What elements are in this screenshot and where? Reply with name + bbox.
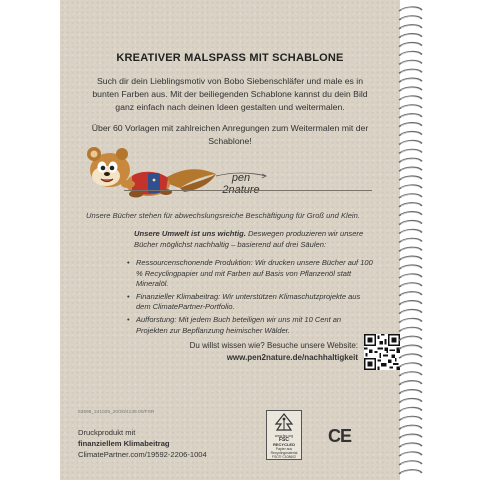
bullet-icon: •	[127, 258, 130, 267]
fsc-tree-icon	[272, 413, 296, 433]
sustainability-pillars-list	[127, 258, 373, 338]
list-item: • Finanzieller Klimabeitrag: Wir unterstützen Klimaschutzprojekte aus dem ClimatePartner-Portfolio.	[127, 291, 361, 312]
description-paragraph: Such dir dein Lieblingsmotiv von Bobo Siebenschläfer und male es in bunten Farben aus. Mit der beiliegenden Schablone kannst du dein Bild ganz einfach nach deinen Ideen gestalten und weitermalen.	[92, 76, 368, 112]
bullet-icon: •	[127, 291, 130, 301]
logo-line-2: 2nature	[222, 184, 260, 196]
intro-text: Unsere Bücher stehen für abwechslungsreiche Beschäftigung für Groß und Klein.	[86, 211, 360, 220]
environment-bold: Unsere Umwelt ist uns wichtig.	[134, 229, 246, 238]
fsc-url: www.fsc.org	[274, 434, 294, 438]
environment-text	[134, 228, 370, 250]
divider-line	[124, 190, 372, 191]
footer-line-2: finanziellem Klimabeitrag	[78, 439, 170, 448]
logo-swoosh-icon	[210, 172, 272, 206]
qr-code-icon[interactable]	[364, 334, 400, 370]
footer-line-1: Druckprodukt mit	[78, 428, 136, 437]
page-heading: KREATIVER MALSPASS MIT SCHABLONE	[116, 52, 344, 64]
fsc-subtitle: Papier aus Recyclingmaterial	[270, 447, 298, 455]
list-item: • Aufforstung: Mit jedem Buch beteiligen wir uns mit 10 Cent an Projekten zur Bepflanzung heimischer Wälder.	[127, 314, 342, 335]
bullet-icon: •	[127, 314, 130, 324]
templates-paragraph: Über 60 Vorlagen mit zahlreichen Anregungen zum Weitermalen mit der Schablone!	[91, 123, 369, 146]
spiral-binding	[398, 0, 424, 480]
climate-footer	[78, 427, 238, 460]
logo-line-1: pen	[231, 172, 251, 184]
fsc-code: FSC® C108602	[272, 455, 296, 459]
list-item: • Ressourcenschonende Produktion: Wir drucken unsere Bücher auf 100 % Recyclingpapier und mit Farben auf Basis von Pflanzenöl statt Mineralöl.	[127, 258, 373, 289]
cta-question: Du willst wissen wie? Besuche unsere Website:	[189, 341, 358, 350]
bobo-mascot-illustration	[70, 140, 220, 210]
pen2nature-logo	[206, 172, 276, 206]
environment-rest: Deswegen produzieren wir unsere Bücher möglichst nachhaltig – basierend auf drei Säulen:	[134, 229, 364, 249]
print-code: 53598_241025_20/20/4139.00/FSR	[78, 410, 155, 415]
website-call-to-action	[170, 340, 358, 364]
fsc-recycled: RECYCLED	[272, 442, 295, 447]
book-back-cover	[60, 0, 400, 480]
fsc-label	[266, 410, 302, 460]
climatepartner-link[interactable]: ClimatePartner.com/19592-2206-1004	[78, 450, 207, 459]
ce-mark: CE	[328, 426, 352, 446]
fsc-name: FSC	[279, 437, 289, 443]
website-link[interactable]: www.pen2nature.de/nachhaltigkeit	[226, 353, 358, 362]
